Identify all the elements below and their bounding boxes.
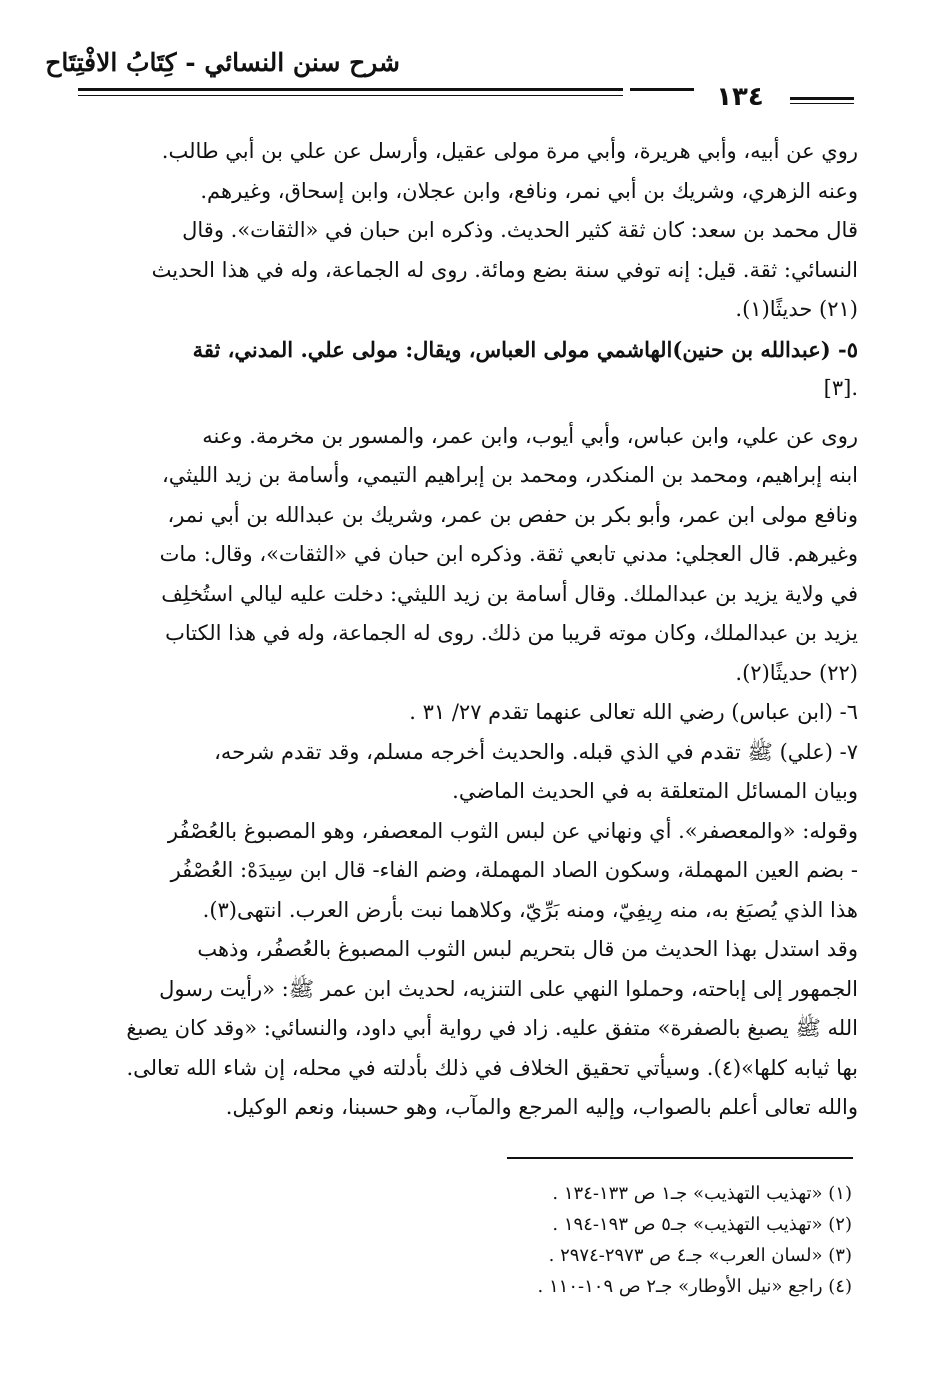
main-text [78, 132, 858, 1128]
paragraph-gap [78, 409, 858, 417]
text-line: النسائي: ثقة. قيل: إنه توفي سنة بضع ومائة. روى له الجماعة، وله في هذا الحديث [151, 257, 858, 282]
text-line: وعنه الزهري، وشريك بن أبي نمر، ونافع، وابن عجلان، وابن إسحاق، وغيرهم. [200, 178, 858, 203]
footnote-separator [507, 1157, 853, 1159]
footnote-4: (٤) راجع «نيل الأوطار» جـ٢ ص ١٠٩-١١٠ . [537, 1276, 852, 1297]
text-line: الجمهور إلى إباحته، وحملوا النهي على التنزيه، لحديث ابن عمر ﷺ: «رأيت رسول [159, 976, 858, 1001]
text-line: بها ثيابه كلها»(٤). وسيأتي تحقيق الخلاف في ذلك بأدلته في محله، إن شاء الله تعالى. [126, 1055, 858, 1080]
text-line: وقوله: «والمعصفر». أي ونهاني عن لبس الثوب المعصفر، وهو المصبوغ بالعُصْفُر [167, 818, 858, 843]
text-line: ونافع مولى ابن عمر، وأبو بكر بن حفص بن عمر، وشريك بن عبدالله بن أبي نمر، [167, 502, 858, 527]
footnote-1: (١) «تهذيب التهذيب» جـ١ ص ١٣٣-١٣٤ . [552, 1183, 852, 1204]
header-rule [78, 88, 623, 91]
page-number-rule [790, 97, 854, 100]
header-rule-thin [78, 95, 623, 96]
header-rule-segment [630, 88, 694, 91]
text-line: ابنه إبراهيم، ومحمد بن المنكدر، ومحمد بن إبراهيم التيمي، وأسامة بن زيد الليثي، [161, 463, 858, 487]
text-line: - بضم العين المهملة، وسكون الصاد المهملة، وضم الفاء- قال ابن سِيدَهْ: العُصْفُر [170, 858, 858, 882]
footnote-2: (٢) «تهذيب التهذيب» جـ٥ ص ١٩٣-١٩٤ . [552, 1214, 852, 1235]
narrator-heading-5: ٥- (عبدالله بن حنين)الهاشمي مولى العباس، ويقال: مولى علي. المدني، ثقة [192, 336, 858, 362]
text-line: .[٣] [823, 376, 858, 400]
narrator-heading-7: ٧- (علي) ﷺ تقدم في الذي قبله. والحديث أخرجه مسلم، وقد تقدم شرحه، [214, 739, 858, 764]
text-line: روي عن أبيه، وأبي هريرة، وأبي مرة مولى عقيل، وأرسل عن علي بن أبي طالب. [161, 139, 858, 163]
text-line: قال محمد بن سعد: كان ثقة كثير الحديث. وذكره ابن حبان في «الثقات». وقال [182, 218, 858, 242]
text-line: هذا الذي يُصبَغ به، منه رِيفِيّ، ومنه بَرِّيّ، وكلاهما نبت بأرض العرب. انتهى(٣). [202, 897, 858, 922]
narrator-heading-6: ٦- (ابن عباس) رضي الله تعالى عنهما تقدم ٢٧/ ٣١ . [409, 700, 858, 724]
text-line: (٢١) حديثًا(١). [735, 297, 858, 321]
page-number-rule-thin [790, 103, 854, 104]
text-line: الله ﷺ يصبغ بالصفرة» متفق عليه. زاد في رواية أبي داود، والنسائي: «وقد كان يصبغ [126, 1016, 858, 1040]
footnote-3: (٣) «لسان العرب» جـ٤ ص ٢٩٧٣-٢٩٧٤ . [548, 1245, 852, 1266]
text-line: والله تعالى أعلم بالصواب، وإليه المرجع والمآب، وهو حسبنا، ونعم الوكيل. [225, 1095, 858, 1119]
running-header-title: شرح سنن النسائي - كِتَابُ الافْتِتَاح [45, 48, 400, 77]
text-line: وبيان المسائل المتعلقة به في الحديث الماضي. [452, 779, 858, 803]
text-line: (٢٢) حديثًا(٢). [735, 660, 858, 685]
text-line: في ولاية يزيد بن عبدالملك. وقال أسامة بن زيد الليثي: دخلت عليه ليالي استُخلِف [161, 581, 858, 606]
text-line: وغيرهم. قال العجلي: مدني تابعي ثقة. وذكره ابن حبان في «الثقات»، وقال: مات [159, 542, 858, 566]
text-line: يزيد بن عبدالملك، وكان موته قريبا من ذلك. روى له الجماعة، وله في هذا الكتاب [165, 621, 858, 645]
footnotes [292, 1178, 852, 1302]
text-line: روى عن علي، وابن عباس، وأبي أيوب، وابن عمر، والمسور بن مخرمة. وعنه [202, 423, 858, 448]
page-number: ١٣٤ [716, 82, 764, 112]
text-line: وقد استدل بهذا الحديث من قال بتحريم لبس الثوب المصبوغ بالعُصفُر، وذهب [197, 937, 858, 961]
